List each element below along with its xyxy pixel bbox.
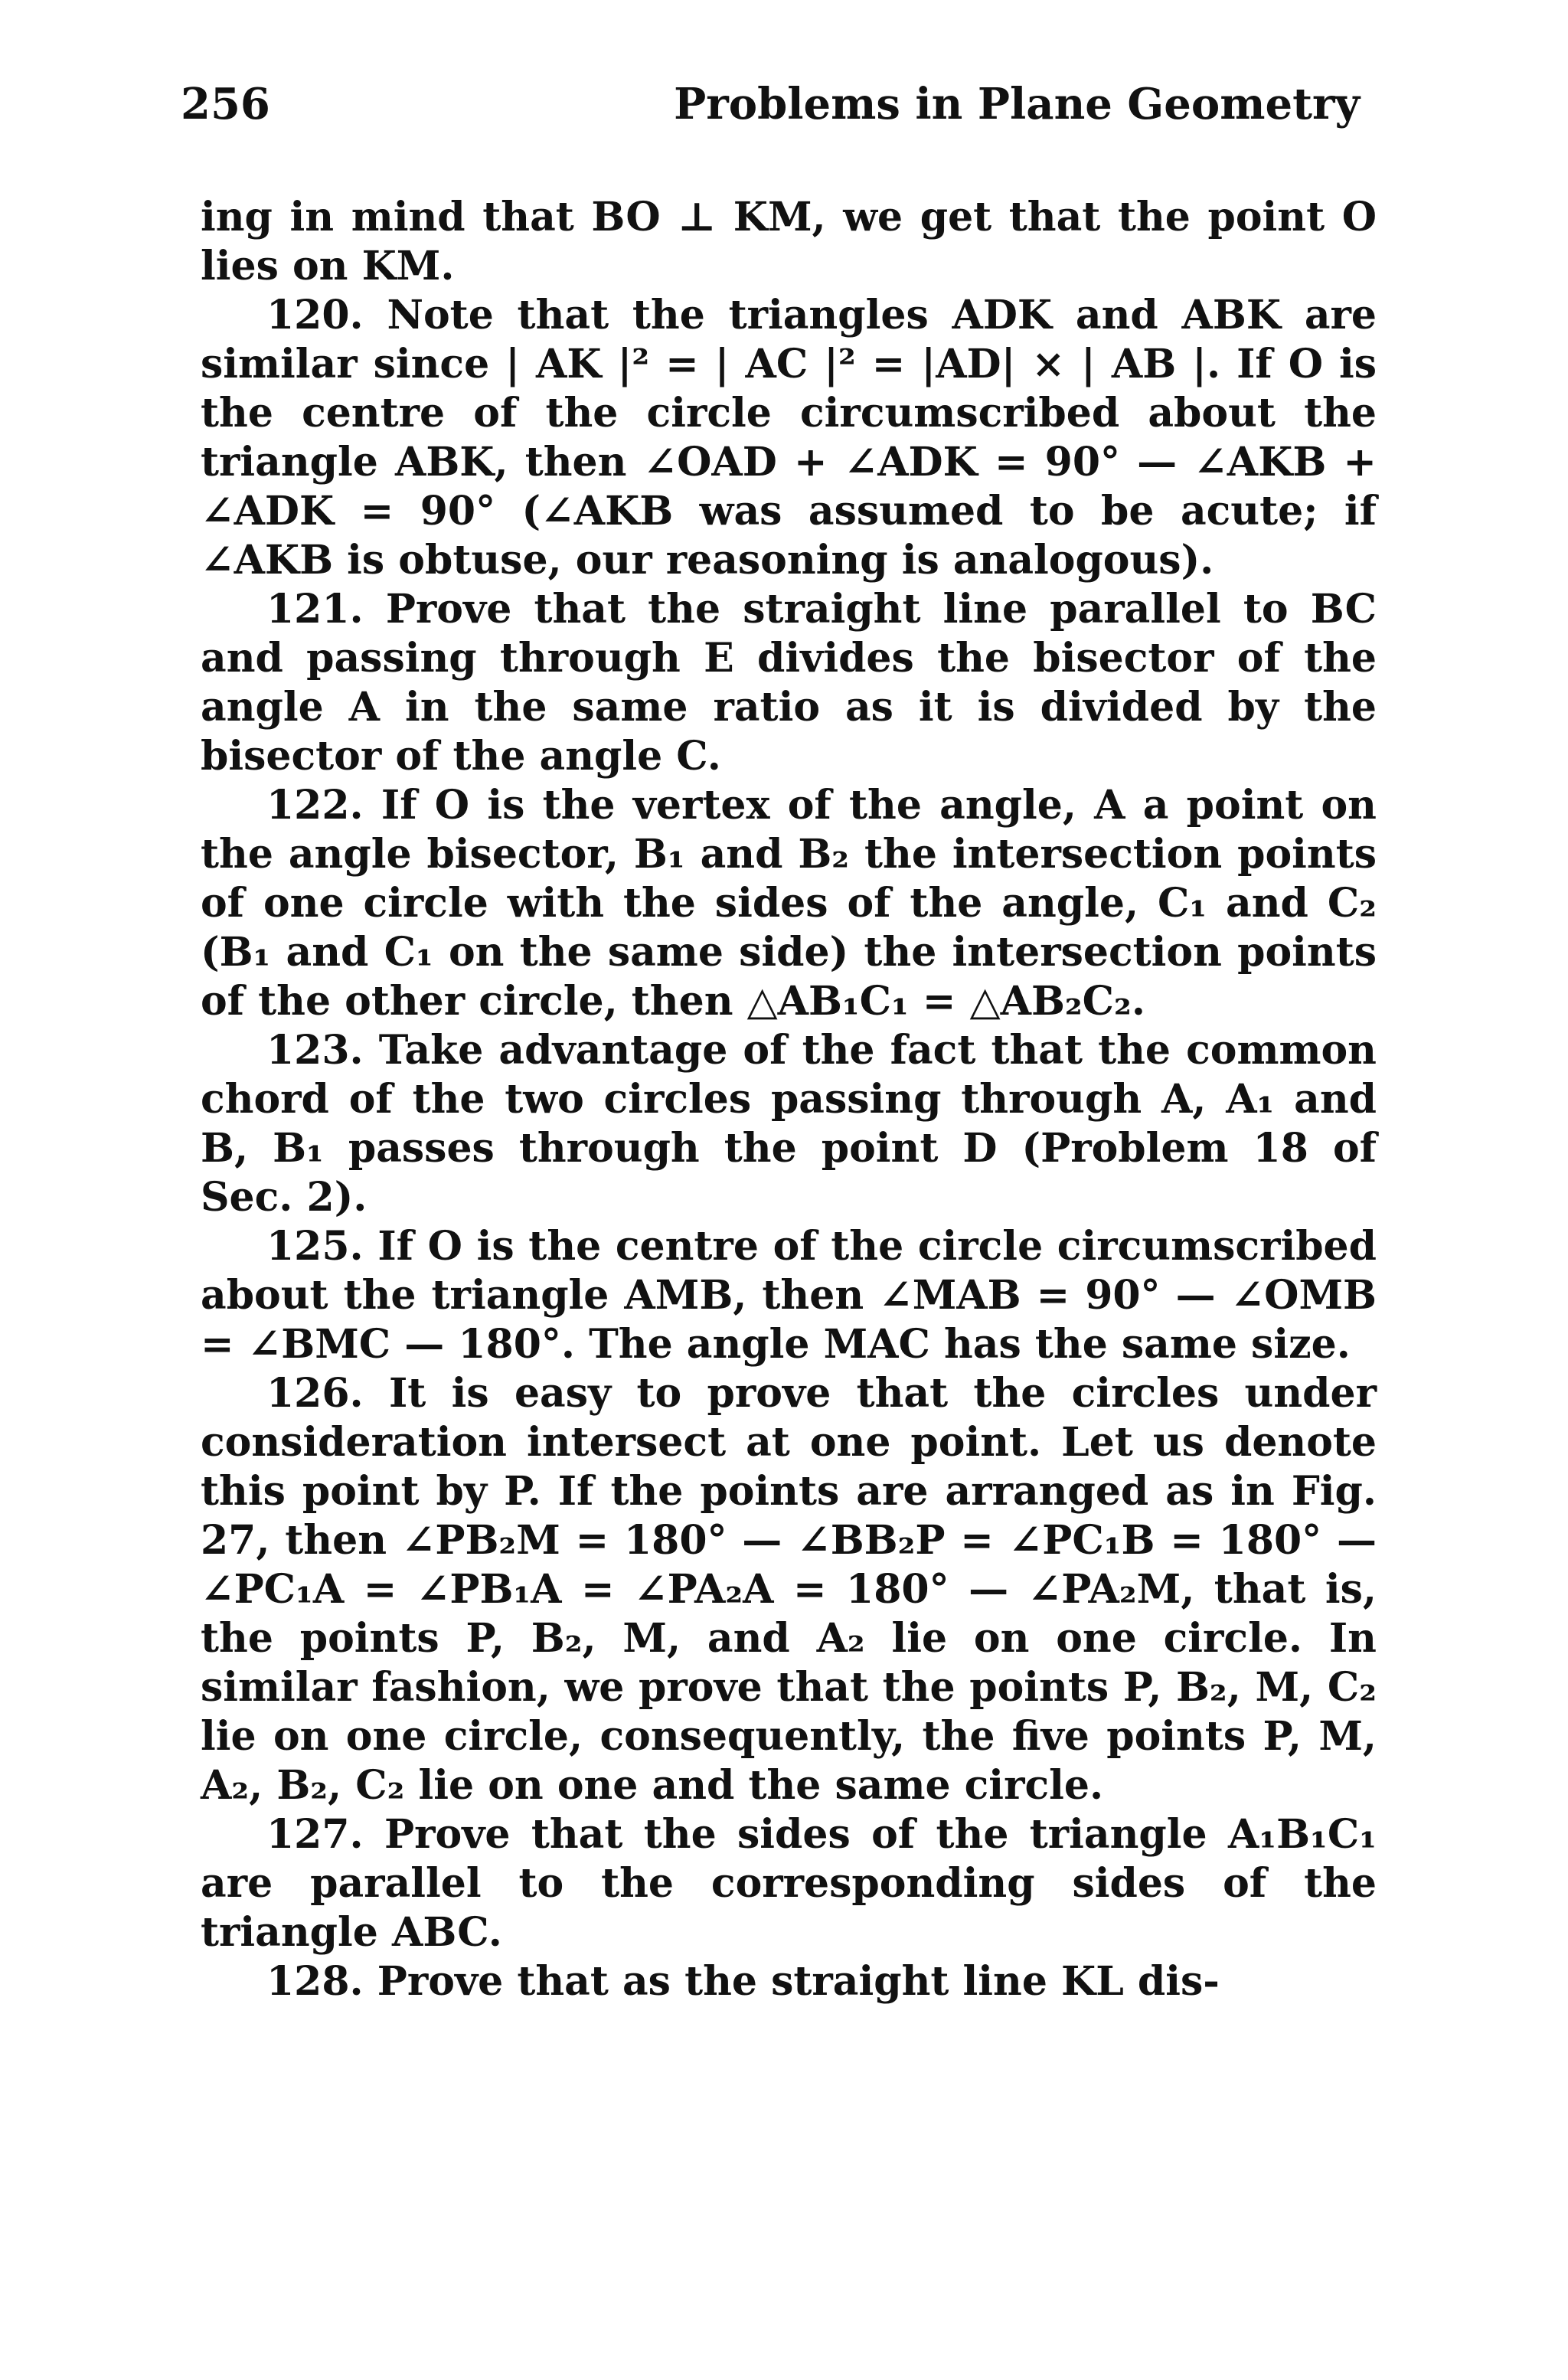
page-number: 256 — [181, 79, 270, 129]
running-title: Problems in Plane Geometry — [674, 79, 1360, 129]
solution-126 — [201, 1369, 1377, 1810]
problem-number: 125. — [266, 1223, 364, 1270]
paragraph-text: Prove that as the straight line KL dis- — [377, 1958, 1220, 2005]
paragraph-text: If O is the centre of the circle circumscribed about the triangle AMB, then ∠MAB = 90° — ∠OMB = ∠BMC — 180°. The angle MAC has the same size. — [201, 1223, 1377, 1368]
paragraph-text: If O is the vertex of the angle, A a point on the angle bisector, B₁ and B₂ the intersection points of one circle with the sides of the angle, C₁ and C₂ (B₁ and C₁ on the same side) the intersection points of the other circle, then △AB₁C₁ = △AB₂C₂. — [201, 782, 1377, 1025]
problem-number: 123. — [266, 1027, 364, 1074]
solution-120 — [201, 291, 1377, 585]
page-header — [181, 74, 1360, 135]
problem-number: 122. — [266, 782, 364, 829]
problem-number: 128. — [266, 1958, 364, 2005]
paragraph-text: ing in mind that BO ⊥ KM, we get that the point O lies on KM. — [201, 194, 1377, 289]
page-body — [201, 193, 1377, 2006]
solution-127 — [201, 1810, 1377, 1957]
solution-123 — [201, 1026, 1377, 1222]
paragraph-continuation — [201, 193, 1377, 291]
paragraph-text: Note that the triangles ADK and ABK are similar since | AK |² = | AC |² = |AD| × | AB |. If O is the centre of the circle circumscribed about the triangle ABK, then ∠OAD + ∠ADK = 90° — ∠AKB + ∠ADK = 90° (∠AKB was assumed to be acute; if ∠AKB is obtuse, our reasoning is analogous). — [201, 292, 1377, 584]
paragraph-text: Prove that the straight line parallel to BC and passing through E divides the bisector of the angle A in the same ratio as it is divided by the bisector of the angle C. — [201, 586, 1377, 780]
solution-121 — [201, 585, 1377, 781]
solution-128 — [201, 1957, 1377, 2006]
problem-number: 127. — [266, 1811, 364, 1858]
problem-number: 121. — [266, 586, 364, 633]
problem-number: 126. — [266, 1370, 364, 1417]
problem-number: 120. — [266, 292, 364, 338]
solution-125 — [201, 1222, 1377, 1369]
paragraph-text: Take advantage of the fact that the common chord of the two circles passing through A, A₁ and B, B₁ passes through the point D (Problem 18 of Sec. 2). — [201, 1027, 1377, 1221]
paragraph-text: Prove that the sides of the triangle A₁B₁C₁ are parallel to the corresponding sides of the triangle ABC. — [201, 1811, 1377, 1956]
solution-122 — [201, 781, 1377, 1026]
paragraph-text: It is easy to prove that the circles under consideration intersect at one point. Let us denote this point by P. If the points are arranged as in Fig. 27, then ∠PB₂M = 180° — ∠BB₂P = ∠PC₁B = 180° — ∠PC₁A = ∠PB₁A = ∠PA₂A = 180° — ∠PA₂M, that is, the points P, B₂, M, and A₂ lie on one circle. In similar fashion, we prove that the points P, B₂, M, C₂ lie on one circle, consequently, the five points P, M, A₂, B₂, C₂ lie on one and the same circle. — [201, 1370, 1377, 1809]
